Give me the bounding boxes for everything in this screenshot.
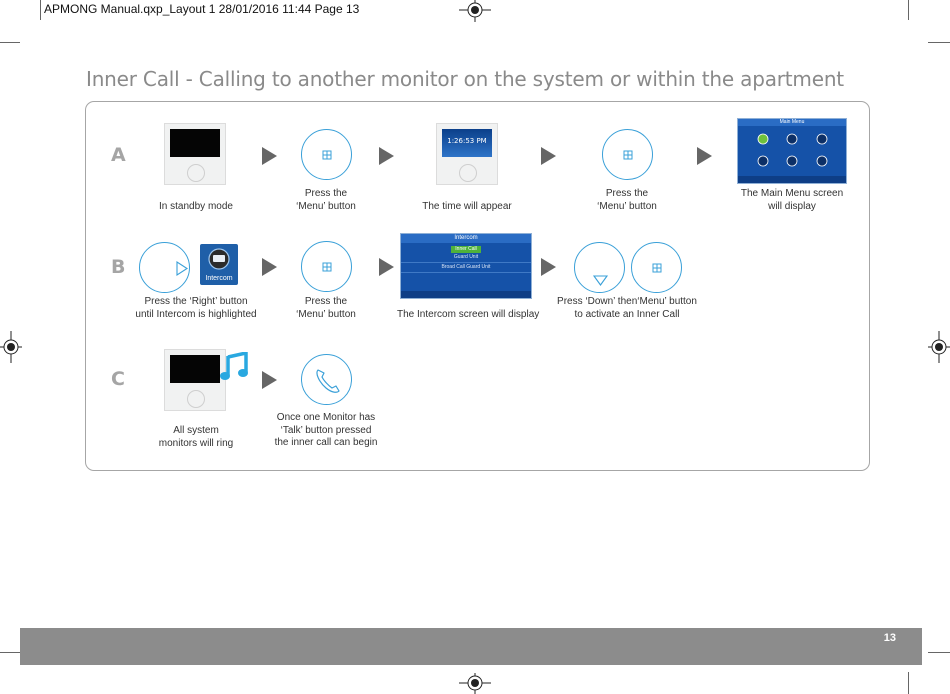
next-arrow-icon bbox=[262, 258, 277, 276]
intercom-screen-title: Intercom bbox=[401, 234, 531, 243]
monitor-ringing-image bbox=[164, 349, 226, 411]
step-caption: All system monitors will ring bbox=[158, 425, 234, 449]
monitor-time-image bbox=[436, 123, 498, 185]
crop-mark bbox=[928, 652, 950, 653]
intercom-chat-icon bbox=[200, 244, 238, 274]
crop-mark bbox=[908, 672, 909, 694]
intercom-icon-label: Intercom bbox=[205, 275, 233, 282]
next-arrow-icon bbox=[379, 258, 394, 276]
menu-icons-grid bbox=[738, 126, 847, 184]
step-caption: Press the ‘Right’ button until Intercom is highlighted bbox=[135, 296, 257, 320]
menu-button-icon bbox=[301, 241, 352, 292]
next-arrow-icon bbox=[541, 147, 556, 165]
intercom-item: Broad Call Guard Unit bbox=[401, 263, 531, 273]
print-slug: APMONG Manual.qxp_Layout 1 28/01/2016 11:44 Page 13 bbox=[44, 2, 360, 16]
intercom-item: Guard Unit bbox=[401, 253, 531, 263]
step-caption: Press the ‘Menu’ button bbox=[597, 188, 657, 212]
main-menu-screen-image bbox=[737, 118, 847, 184]
crop-mark bbox=[908, 0, 909, 20]
step-caption: In standby mode bbox=[159, 201, 233, 212]
step-caption: Press the ‘Menu’ button bbox=[296, 296, 356, 320]
talk-button-handset-icon bbox=[301, 354, 352, 405]
next-arrow-icon bbox=[541, 258, 556, 276]
step-caption: Press ‘Down’ then‘Menu’ button to activate an Inner Call bbox=[557, 296, 697, 320]
step-caption: The Main Menu screen will display bbox=[740, 188, 844, 212]
crop-mark bbox=[0, 42, 20, 43]
row-label-c: C bbox=[111, 368, 125, 390]
registration-mark-top bbox=[459, 0, 491, 22]
registration-mark-right bbox=[928, 331, 950, 363]
menu-button-icon bbox=[602, 129, 653, 180]
main-menu-title: Main Menu bbox=[738, 119, 846, 126]
down-button-icon bbox=[574, 242, 625, 293]
crop-mark bbox=[0, 652, 20, 653]
next-arrow-icon bbox=[379, 147, 394, 165]
next-arrow-icon bbox=[262, 147, 277, 165]
menu-button-icon bbox=[631, 242, 682, 293]
next-arrow-icon bbox=[697, 147, 712, 165]
clock-time: 1:26:53 PM bbox=[447, 137, 487, 145]
registration-mark-left bbox=[0, 331, 22, 363]
monitor-standby-image bbox=[164, 123, 226, 185]
screen-softkey-bar bbox=[401, 291, 531, 298]
menu-button-icon bbox=[301, 129, 352, 180]
footer-bar bbox=[20, 628, 922, 665]
right-button-icon bbox=[139, 242, 190, 293]
row-label-b: B bbox=[111, 256, 126, 278]
crop-mark bbox=[40, 0, 41, 20]
step-caption: Once one Monitor has ‘Talk’ button pressed the inner call can begin bbox=[274, 412, 378, 448]
registration-mark-bottom bbox=[459, 673, 491, 694]
step-caption: Press the ‘Menu’ button bbox=[296, 188, 356, 212]
next-arrow-icon bbox=[262, 371, 277, 389]
intercom-screen-image bbox=[400, 233, 532, 299]
intercom-app-icon bbox=[200, 244, 238, 285]
intercom-item: Inner Call bbox=[451, 246, 481, 253]
step-caption: The time will appear bbox=[422, 201, 512, 212]
music-note-icon bbox=[219, 352, 251, 382]
step-caption: The Intercom screen will display bbox=[397, 309, 540, 320]
page-title: Inner Call - Calling to another monitor on the system or within the apartment bbox=[86, 67, 844, 91]
row-label-a: A bbox=[111, 144, 126, 166]
page-number: 13 bbox=[883, 632, 896, 644]
crop-mark bbox=[928, 42, 950, 43]
